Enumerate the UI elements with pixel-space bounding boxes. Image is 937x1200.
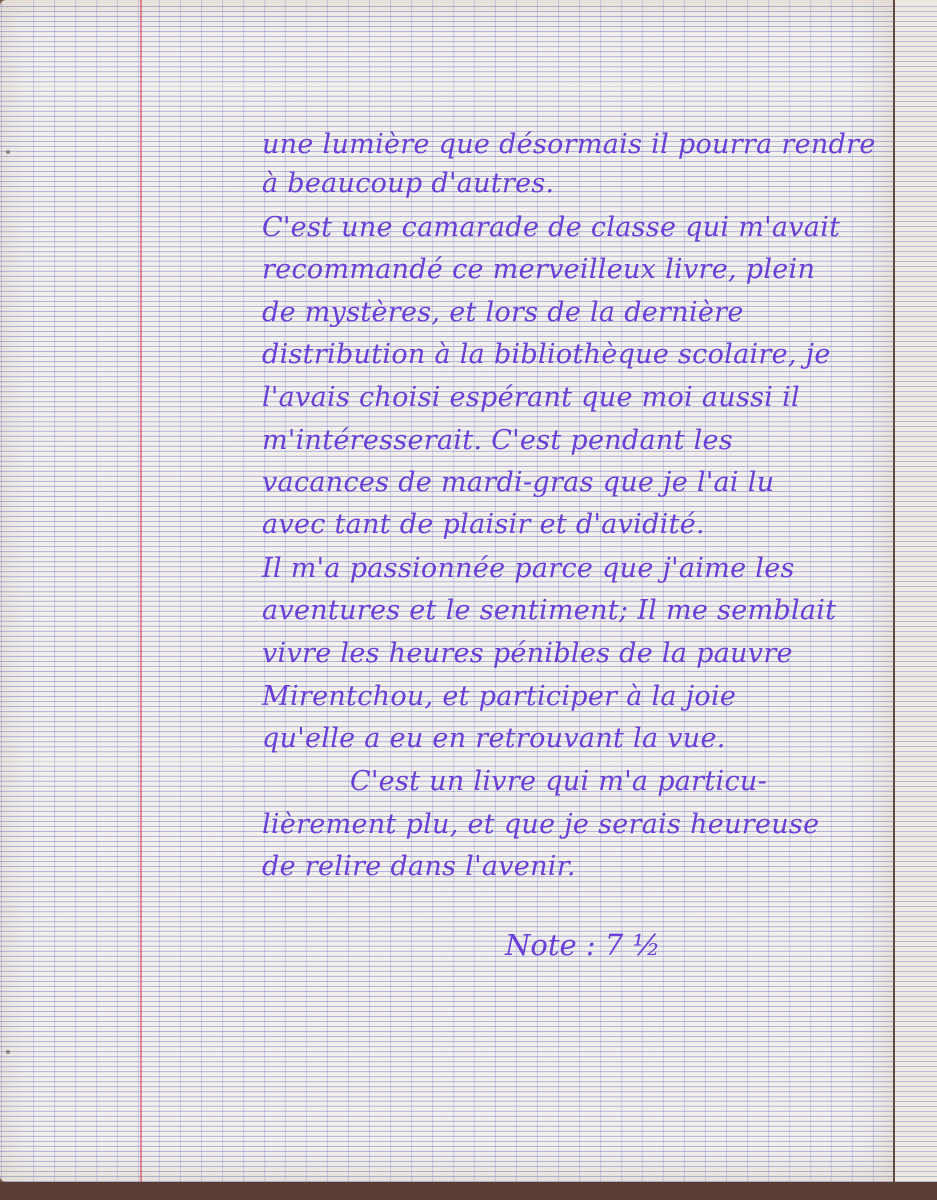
notebook-bottom-edge (0, 1182, 937, 1200)
text-line: m'intéresserait. C'est pendant les (262, 425, 733, 456)
text-line: C'est une camarade de classe qui m'avait (262, 212, 841, 243)
text-line: vivre les heures pénibles de la pauvre (262, 638, 793, 669)
text-line: de mystères, et lors de la dernière (262, 297, 744, 328)
text-line: C'est un livre qui m'a particu- (350, 766, 768, 797)
text-line: l'avais choisi espérant que moi aussi il (262, 382, 800, 413)
text-line: à beaucoup d'autres. (262, 168, 555, 199)
punch-hole (6, 1050, 10, 1054)
text-line: lièrement plu, et que je serais heureuse (262, 809, 820, 840)
text-line: qu'elle a eu en retrouvant la vue. (262, 723, 726, 754)
margin-line (140, 0, 142, 1182)
text-line: Mirentchou, et participer à la joie (262, 681, 737, 712)
text-line: avec tant de plaisir et d'avidité. (262, 509, 705, 540)
text-line: Il m'a passionnée parce que j'aime les (262, 553, 795, 584)
text-line: une lumière que désormais il pourra rendre (262, 129, 876, 160)
text-line: recommandé ce merveilleux livre, plein (262, 254, 816, 285)
grade-note: Note : 7 ½ (505, 928, 661, 962)
text-line: de relire dans l'avenir. (262, 851, 576, 882)
punch-hole (6, 150, 10, 154)
text-line: aventures et le sentiment; Il me semblait (262, 595, 837, 626)
text-line: vacances de mardi-gras que je l'ai lu (262, 467, 775, 498)
next-page-edge (893, 0, 937, 1182)
text-line: distribution à la bibliothèque scolaire, je (262, 339, 831, 370)
